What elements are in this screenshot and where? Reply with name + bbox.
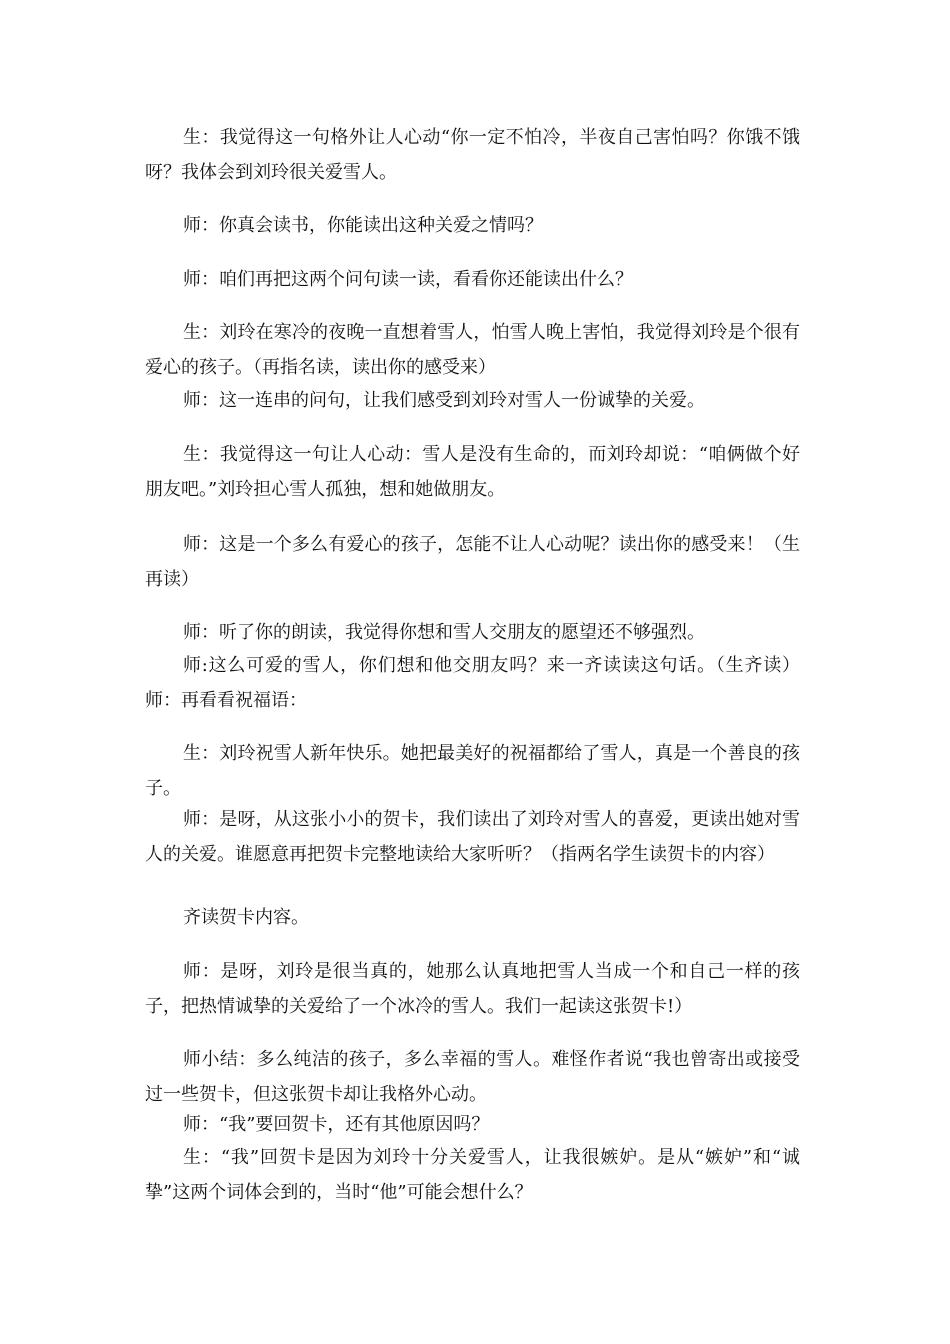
paragraph-9: 师:这么可爱的雪人，你们想和他交朋友吗？来一齐读读这句话。（生齐读）师：再看看祝福语： [145,655,800,711]
paragraph-5: 师：这一连串的问句，让我们感受到刘玲对雪人一份诚挚的关爱。 [183,390,705,411]
paragraph-16: 生：“我”回贺卡是因为刘玲十分关爱雪人，让我很嫉妒。是从“嫉妒”和“诚挚”这两个词体会到的，当时“他”可能会想什么？ [145,1147,800,1203]
paragraph-14: 师小结：多么纯洁的孩子，多么幸福的雪人。难怪作者说“我也曾寄出或接受过一些贺卡，但这张贺卡却让我格外心动。 [145,1049,800,1105]
paragraph-12: 齐读贺卡内容。 [183,907,309,928]
paragraph-11: 师：是呀，从这张小小的贺卡，我们读出了刘玲对雪人的喜爱，更读出她对雪人的关爱。谁愿意再把贺卡完整地读给大家听听？（指两名学生读贺卡的内容） [145,809,800,865]
paragraph-8: 师：听了你的朗读，我觉得你想和雪人交朋友的愿望还不够强烈。 [183,622,705,643]
paragraph-1: 生：我觉得这一句格外让人心动“你一定不怕冷，半夜自己害怕吗？你饿不饿呀？我体会到刘玲很关爱雪人。 [145,127,800,183]
paragraph-13: 师：是呀，刘玲是很当真的，她那么认真地把雪人当成一个和自己一样的孩子，把热情诚挚的关爱给了一个冰冷的雪人。我们一起读这张贺卡!） [145,961,800,1017]
paragraph-3: 师：咱们再把这两个问句读一读，看看你还能读出什么？ [183,269,633,290]
paragraph-2: 师：你真会读书，你能读出这种关爱之情吗？ [183,215,543,236]
paragraph-10: 生：刘玲祝雪人新年快乐。她把最美好的祝福都给了雪人，真是一个善良的孩子。 [145,743,800,799]
paragraph-7: 师：这是一个多么有爱心的孩子，怎能不让人心动呢？读出你的感受来！（生再读） [145,534,800,590]
paragraph-4: 生：刘玲在寒冷的夜晚一直想着雪人，怕雪人晚上害怕，我觉得刘玲是个很有爱心的孩子。（再指名读，读出你的感受来） [145,322,800,378]
paragraph-6: 生：我觉得这一句让人心动：雪人是没有生命的，而刘玲却说：“咱俩做个好朋友吧。”刘玲担心雪人孤独，想和她做朋友。 [145,444,800,500]
paragraph-15: 师：“我”要回贺卡，还有其他原因吗？ [183,1114,490,1135]
